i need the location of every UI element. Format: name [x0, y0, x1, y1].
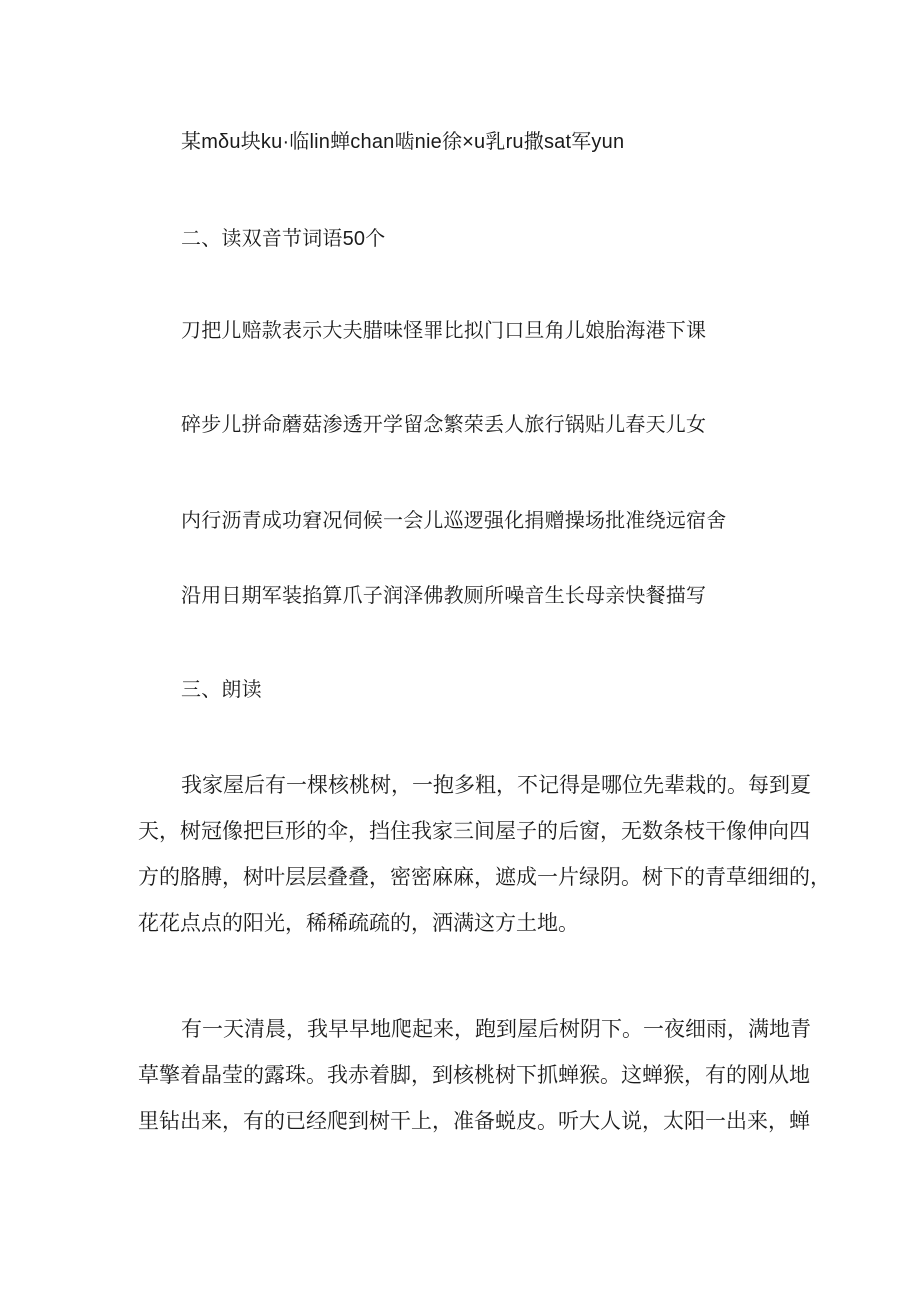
- word-row-3: 内行沥青成功窘况伺候一会儿巡逻强化捐赠操场批准绕远宿舍: [181, 510, 727, 532]
- paragraph-1-line-3: 方的胳膊，树叶层层叠叠，密密麻麻，遮成一片绿阴。树下的青草细细的，: [138, 865, 831, 889]
- paragraph-1-line-2: 天，树冠像把巨形的伞，挡住我家三间屋子的后窗，无数条枝干像伸向四: [138, 819, 810, 843]
- paragraph-2-line-3: 里钻出来，有的已经爬到树干上，准备蜕皮。听大人说，太阳一出来，蝉: [138, 1109, 810, 1133]
- paragraph-1-line-4: 花花点点的阳光，稀稀疏疏的，洒满这方土地。: [138, 911, 579, 935]
- word-row-2: 碎步儿拼命蘑菇渗透开学留念繁荣丢人旅行锅贴儿春天儿女: [181, 414, 707, 436]
- section-heading-2: 二、读双音节词语50个: [181, 228, 386, 250]
- reading-paragraph-2: [138, 1006, 811, 1144]
- paragraph-2-line-2: 草擎着晶莹的露珠。我赤着脚，到核桃树下抓蝉猴。这蝉猴，有的刚从地: [138, 1063, 810, 1087]
- word-row-4: 沿用日期军装掐算爪子润泽佛教厕所噪音生长母亲快餐描写: [181, 585, 707, 607]
- pinyin-line: 某mδu块ku·临lin蝉chan啮nie徐×u乳ru撒sat军yun: [181, 131, 625, 153]
- word-row-1: 刀把儿赔款表示大夫腊味怪罪比拟门口旦角儿娘胎海港下课: [181, 320, 707, 342]
- section-heading-3: 三、朗读: [181, 679, 262, 701]
- paragraph-1-line-1: 我家屋后有一棵核桃树，一抱多粗，不记得是哪位先辈栽的。每到夏: [181, 773, 811, 797]
- paragraph-2-line-1: 有一天清晨，我早早地爬起来，跑到屋后树阴下。一夜细雨，满地青: [181, 1017, 811, 1041]
- reading-paragraph-1: [138, 762, 831, 946]
